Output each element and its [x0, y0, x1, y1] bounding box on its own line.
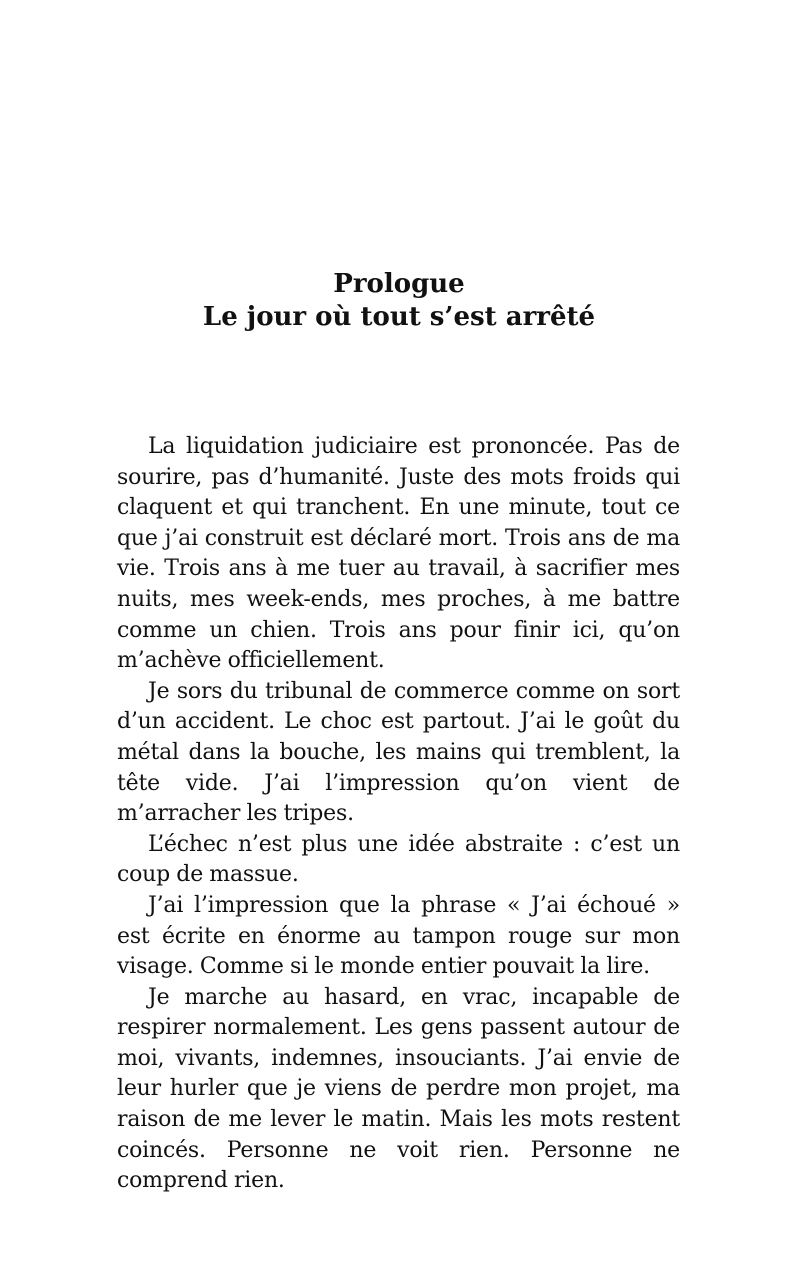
chapter-title: Prologue: [333, 269, 465, 299]
paragraph-2: Je sors du tribunal de commerce comme on sort d’un accident. Le choc est partout. J’ai le goût du métal dans la bouche, les mains qui tremblent, la tête vide. J’ai l’impression qu’on vient de m’arracher les tripes.: [117, 678, 680, 827]
paragraph-1: La liquidation judiciaire est prononcée. Pas de sourire, pas d’humanité. Juste des mots froids qui claquent et qui tranchent. En une minute, tout ce que j’ai construit est déclaré mort. Trois ans de ma vie. Trois ans à me tuer au travail, à sacrifier mes nuits, mes week-ends, mes proches, à me battre comme un chien. Trois ans pour finir ici, qu’on m’achève officiellement.: [117, 434, 680, 674]
paragraph-5: Je marche au hasard, en vrac, incapable de respirer normalement. Les gens passent autour de moi, vivants, indemnes, insouciants. J’ai envie de leur hurler que je viens de perdre mon projet, ma raison de me lever le matin. Mais les mots restent coincés. Personne ne voit rien. Personne ne comprend rien.: [117, 984, 680, 1194]
paragraph-3: L’échec n’est plus une idée abstraite : c’est un coup de massue.: [117, 831, 680, 888]
chapter-subtitle: Le jour où tout s’est arrêté: [202, 302, 596, 332]
chapter-heading: [0, 268, 798, 334]
chapter-body: [117, 432, 680, 1197]
paragraph-4: J’ai l’impression que la phrase « J’ai échoué » est écrite en énorme au tampon rouge sur mon visage. Comme si le monde entier pouvait la lire.: [117, 892, 680, 980]
